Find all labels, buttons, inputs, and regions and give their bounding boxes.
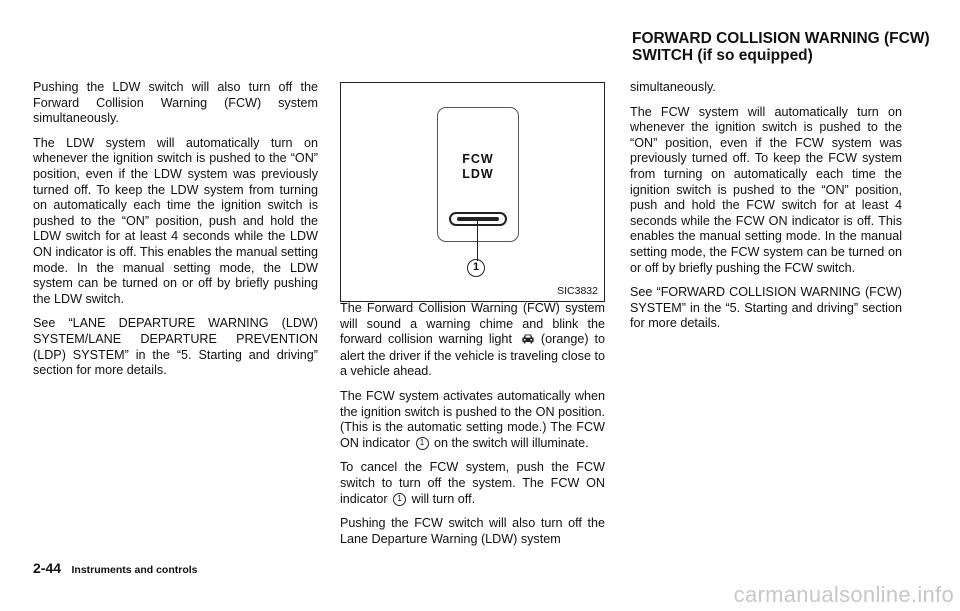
switch-label-fcw: FCW — [462, 152, 494, 166]
paragraph: Pushing the FCW switch will also turn off the Lane Departure Warning (LDW) system — [340, 516, 605, 546]
paragraph-text: (orange) to alert the driver if the vehicle is traveling close to a vehicle ahead. — [340, 332, 606, 379]
paragraph-text: To cancel the FCW system, push the FCW switch to turn off the system. The FCW ON indicator — [340, 460, 605, 506]
column-middle — [340, 301, 605, 556]
paragraph: simultaneously. — [630, 80, 716, 94]
paragraph: Pushing the LDW switch will also turn off the Forward Collision Warning (FCW) system simultaneously. — [33, 80, 318, 126]
page-footer — [33, 560, 198, 578]
section-heading-line1: FORWARD COLLISION WARNING (FCW) — [632, 30, 930, 47]
figure-code: SIC3832 — [557, 285, 598, 297]
paragraph: See “FORWARD COLLISION WARNING (FCW) SYSTEM” in the “5. Starting and driving” section for more details. — [630, 285, 902, 331]
paragraph-text: The Forward Collision Warning (FCW) system will sound a warning chime and blink the forward collision warning light — [340, 301, 605, 347]
switch-label-ldw: LDW — [462, 167, 494, 181]
callout-1-icon: 1 — [393, 493, 406, 506]
fcw-switch-figure — [340, 82, 605, 302]
fcw-on-indicator — [449, 212, 507, 226]
paragraph-text: The FCW system activates automatically when the ignition switch is pushed to the ON position. (This is the automatic setting mode.) The FCW ON indicator — [340, 388, 605, 450]
fcw-ldw-switch — [437, 107, 519, 242]
column-left — [33, 80, 318, 388]
watermark: carmanualsonline.info — [733, 582, 954, 607]
paragraph-text: on the switch will illuminate. — [434, 435, 589, 450]
paragraph: The FCW system will automatically turn on whenever the ignition switch is pushed to the “ON” position, even if the FCW system was previously turned off. To keep the FCW system from turning on automatically each time the ignition switch is pushed to the “ON” position, push and hold the FCW switch for at least 4 seconds while the FCW ON indicator is off. This enables the manual setting mode. In the manual setting mode, the FCW system can be turned on or off by briefly pushing the FCW switch. — [630, 104, 902, 275]
paragraph: The LDW system will automatically turn on whenever the ignition switch is pushed to the “ON” position, even if the LDW system was previously turned off. To keep the LDW system from turning on automatically each time the ignition switch is pushed to the “ON” position, push and hold the LDW switch for at least 4 seconds while the LDW ON indicator is off. This enables the manual setting mode. In the manual setting mode, the LDW system can be turned on or off by briefly pushing the LDW switch. — [33, 135, 318, 306]
forward-collision-warning-car-icon — [521, 333, 535, 349]
page-number: 2-44 — [33, 560, 62, 576]
paragraph — [340, 389, 605, 451]
section-heading — [632, 30, 932, 64]
callout-1-icon: 1 — [416, 437, 429, 450]
chapter-title: Instruments and controls — [71, 564, 198, 576]
paragraph: See “LANE DEPARTURE WARNING (LDW) SYSTEM/LANE DEPARTURE PREVENTION (LDP) SYSTEM” in the “5. Starting and driving” section for more details. — [33, 316, 318, 378]
paragraph — [340, 460, 605, 507]
column-right — [630, 80, 902, 341]
section-heading-line2: SWITCH (if so equipped) — [632, 47, 813, 64]
figure-callout-1: 1 — [467, 259, 485, 277]
paragraph-text: will turn off. — [411, 491, 476, 506]
paragraph — [340, 301, 605, 380]
callout-leader-line — [477, 219, 478, 261]
indicator-light — [457, 217, 499, 221]
